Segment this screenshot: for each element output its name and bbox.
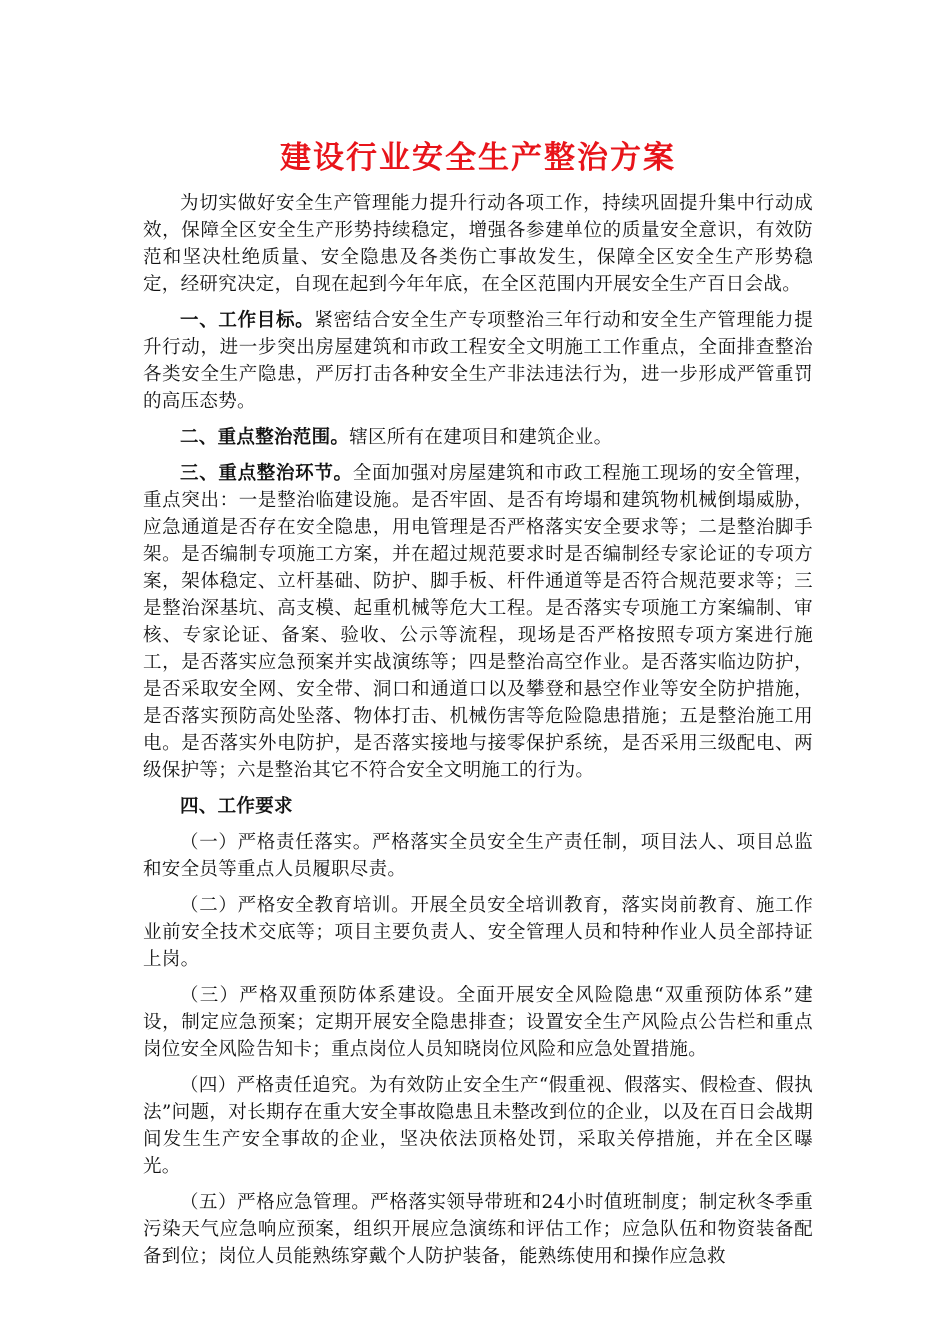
section-text: 紧密结合安全生产专项整治三年行动和安全生产管理能力提升行动，进一步突出房屋建筑和市政工程安全文明施工工作重点，全面排查整治各类安全生产隐患，严厉打击各种安全生产非法违法行为，进一步形成严管重罚的高压态势。 [143, 310, 813, 412]
section-key-links [143, 460, 813, 784]
requirement-item: （一）严格责任落实。严格落实全员安全生产责任制，项目法人、项目总监和安全员等重点人员履职尽责。 [143, 832, 813, 880]
section-scope [143, 424, 813, 451]
requirement-item: （四）严格责任追究。为有效防止安全生产“假重视、假落实、假检查、假执法”问题，对长期存在重大安全事故隐患且未整改到位的企业，以及在百日会战期间发生生产安全事故的企业，坚决依法顶格处罚，采取关停措施，并在全区曝光。 [143, 1075, 813, 1177]
requirement-item: （二）严格安全教育培训。开展全员安全培训教育，落实岗前教育、施工作业前安全技术交底等；项目主要负责人、安全管理人员和特种作业人员全部持证上岗。 [143, 895, 813, 970]
requirement-item: （三）严格双重预防体系建设。全面开展安全风险隐患“双重预防体系”建设，制定应急预案；定期开展安全隐患排查；设置安全生产风险点公告栏和重点岗位安全风险告知卡；重点岗位人员知晓岗位风险和应急处置措施。 [143, 985, 813, 1060]
section-text: 全面加强对房屋建筑和市政工程施工现场的安全管理，重点突出：一是整治临建设施。是否牢固、是否有垮塌和建筑物机械倒塌威胁，应急通道是否存在安全隐患，用电管理是否严格落实安全要求等；二是整治脚手架。是否编制专项施工方案，并在超过规范要求时是否编制经专家论证的专项方案，架体稳定、立杆基础、防护、脚手板、杆件通道等是否符合规范要求等；三是整治深基坑、高支模、起重机械等危大工程。是否落实专项施工方案编制、审核、专家论证、备案、验收、公示等流程，现场是否严格按照专项方案进行施工，是否落实应急预案并实战演练等；四是整治高空作业。是否落实临边防护，是否采取安全网、安全带、洞口和通道口以及攀登和悬空作业等安全防护措施，是否落实预防高处坠落、物体打击、机械伤害等危险隐患措施；五是整治施工用电。是否落实外电防护，是否落实接地与接零保护系统，是否采用三级配电、两级保护等；六是整治其它不符合安全文明施工的行为。 [143, 463, 814, 781]
requirements-heading: 四、工作要求 [180, 796, 293, 817]
document-title: 建设行业安全生产整治方案 [280, 140, 676, 176]
section-text: 辖区所有在建项目和建筑企业。 [349, 427, 613, 448]
section-lead: 一、工作目标。 [180, 310, 315, 331]
requirement-item: （五）严格应急管理。严格落实领导带班和24小时值班制度；制定秋冬季重污染天气应急响应预案，组织开展应急演练和评估工作；应急队伍和物资装备配备到位；岗位人员能熟练穿戴个人防护装备，能熟练使用和操作应急救 [143, 1192, 813, 1267]
section-lead: 二、重点整治范围。 [180, 427, 350, 448]
section-lead: 三、重点整治环节。 [180, 463, 353, 484]
section-work-goal [143, 307, 813, 415]
intro-paragraph: 为切实做好安全生产管理能力提升行动各项工作，持续巩固提升集中行动成效，保障全区安全生产形势持续稳定，增强各参建单位的质量安全意识，有效防范和坚决杜绝质量、安全隐患及各类伤亡事故发生，保障全区安全生产形势稳定，经研究决定，自现在起到今年年底，在全区范围内开展安全生产百日会战。 [143, 193, 813, 295]
document-body [143, 190, 813, 1279]
